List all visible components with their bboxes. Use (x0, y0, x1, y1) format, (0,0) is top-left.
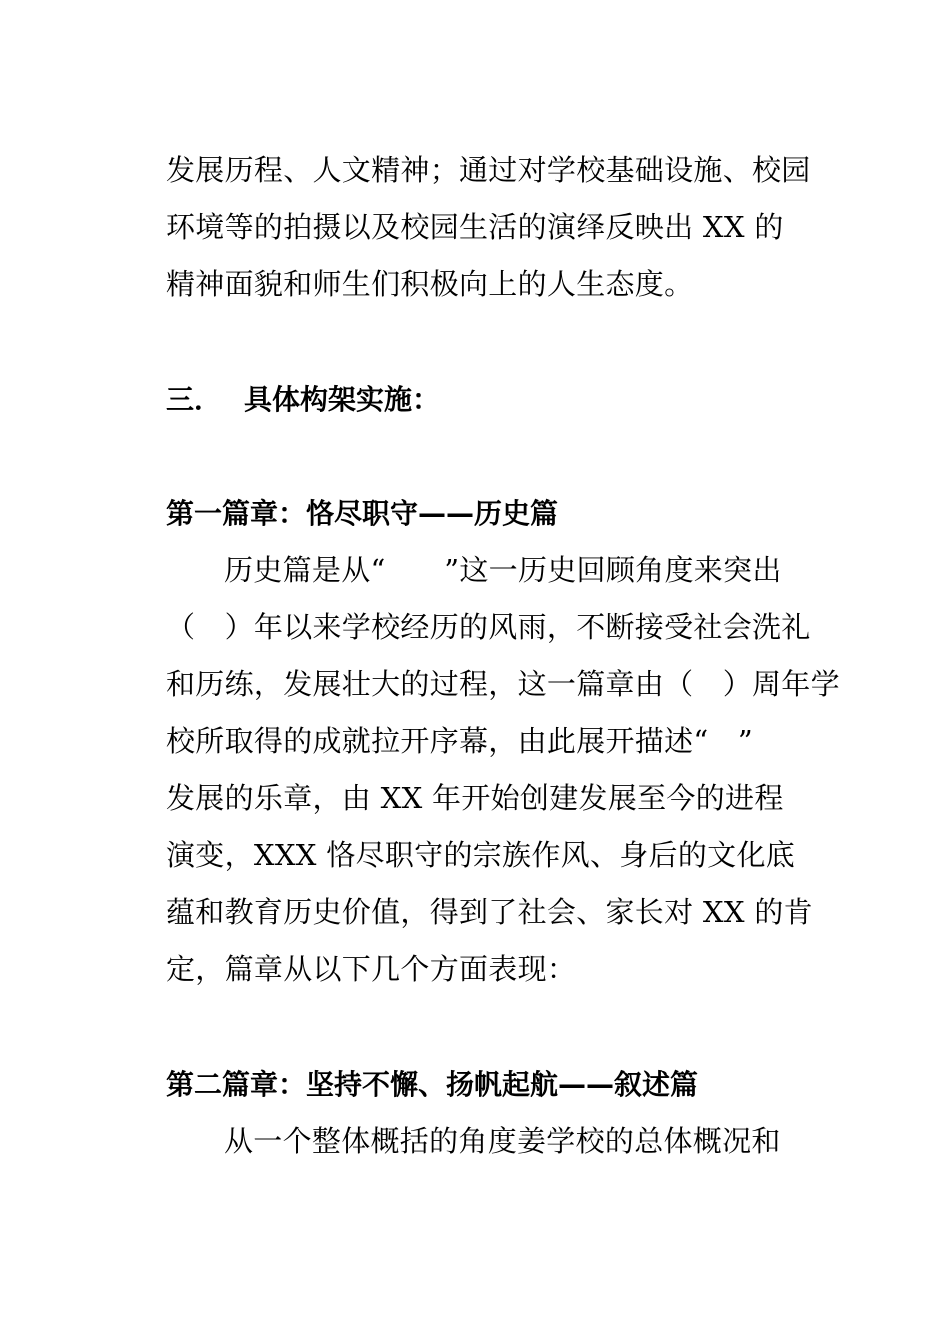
chapter-2-heading: 第二篇章：坚持不懈、扬帆起航——叙述篇 (166, 1068, 699, 1101)
section-heading (166, 380, 440, 420)
section-number: 三． (166, 383, 223, 416)
intro-line-3: 精神面貌和师生们积极向上的人生态度。 (166, 267, 694, 301)
chapter-1-line-4: 校所取得的成就拉开序幕，由此展开描述“ ” (166, 724, 753, 758)
intro-line-2: 环境等的拍摄以及校园生活的演绎反映出 XX 的 (166, 210, 784, 244)
intro-line-1: 发展历程、人文精神；通过对学校基础设施、校园 (166, 153, 811, 187)
chapter-1-line-1: 历史篇是从“ ”这一历史回顾角度来突出 (224, 553, 782, 587)
chapter-1-line-2: （ ）年以来学校经历的风雨，不断接受社会洗礼 (166, 610, 811, 644)
chapter-1-line-8: 定，篇章从以下几个方面表现： (166, 952, 577, 986)
section-title: 具体构架实施： (244, 383, 441, 416)
chapter-1-line-5: 发展的乐章，由 XX 年开始创建发展至今的进程 (166, 781, 784, 815)
chapter-1-line-6: 演变，XXX 恪尽职守的宗族作风、身后的文化底 (166, 838, 796, 872)
chapter-1-heading: 第一篇章：恪尽职守——历史篇 (166, 497, 559, 530)
chapter-2-line-1: 从一个整体概括的角度姜学校的总体概况和 (224, 1124, 781, 1158)
chapter-1-line-3: 和历练，发展壮大的过程，这一篇章由（ ）周年学 (166, 667, 840, 701)
chapter-1-line-7: 蕴和教育历史价值，得到了社会、家长对 XX 的肯 (166, 895, 813, 929)
